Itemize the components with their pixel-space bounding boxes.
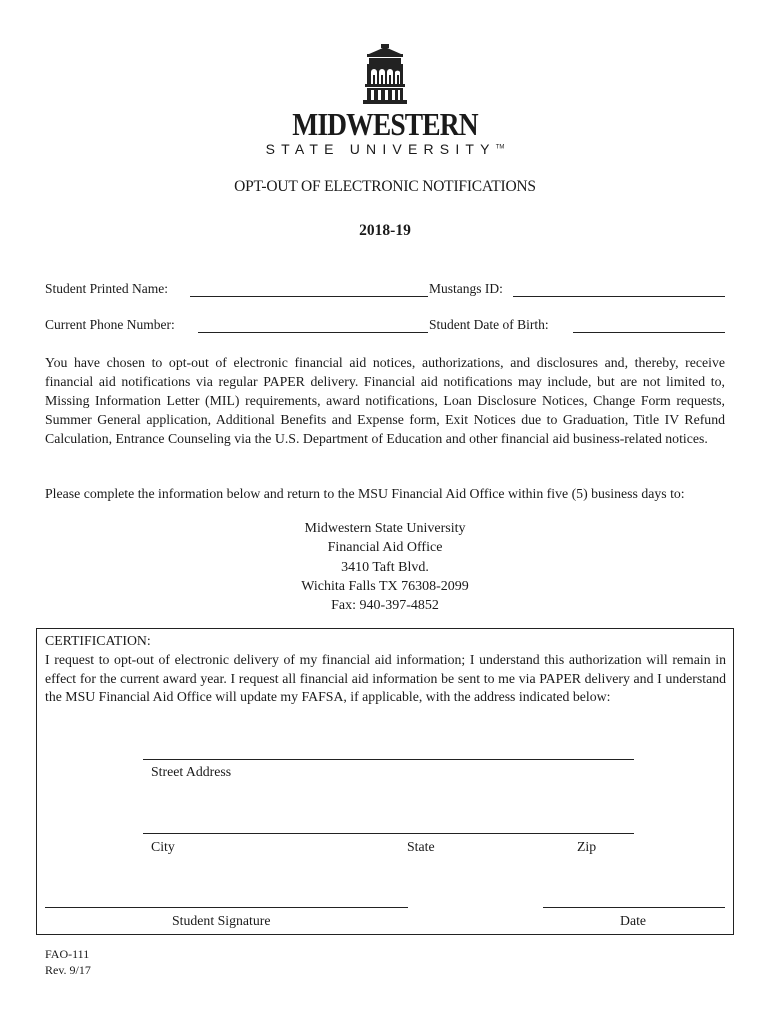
date-label: Date: [620, 913, 647, 928]
form-number: FAO-111: [45, 947, 90, 961]
signature-field[interactable]: [45, 907, 408, 908]
street-address-label: Street Address: [151, 764, 232, 779]
address-line: 3410 Taft Blvd.: [341, 559, 429, 575]
student-name-label: Student Printed Name:: [45, 281, 168, 296]
dob-field[interactable]: [573, 332, 725, 333]
phone-field[interactable]: [198, 332, 428, 333]
address-line: Financial Aid Office: [327, 540, 443, 556]
opt-out-paragraph: You have chosen to opt-out of electronic financial aid notices, authorizations, and disclosures and, thereby, receive financial aid notifications via regular PAPER delivery. Financial aid notifications may include, but are not limited to, Missing Information Letter (MIL) requirements, award notifications, Loan Disclosure Notices, Change Form requests, Summer General application, Additional Benefits and Expense form, Exit Notices due to Graduation, Title IV Refund Calculation, Entrance Counseling via the U.S. Department of Education and other financial aid business-related notices.: [45, 355, 725, 446]
building-icon: [355, 44, 415, 106]
university-logo: [0, 40, 770, 165]
form-year: 2018-19: [359, 222, 411, 239]
state-label: State: [407, 839, 435, 854]
mustangs-id-field[interactable]: [513, 296, 725, 297]
form-title: OPT-OUT OF ELECTRONIC NOTIFICATIONS: [234, 178, 536, 195]
dob-label: Student Date of Birth:: [429, 317, 549, 332]
mailing-address: [0, 519, 770, 615]
logo-subtitle: STATE UNIVERSITY™: [265, 141, 505, 157]
zip-label: Zip: [577, 839, 597, 854]
signature-label: Student Signature: [172, 913, 271, 928]
address-line: Fax: 940-397-4852: [331, 598, 439, 614]
city-label: City: [151, 839, 175, 854]
student-name-field[interactable]: [190, 296, 428, 297]
certification-heading: CERTIFICATION:: [45, 633, 151, 648]
instructions-paragraph: Please complete the information below and return to the MSU Financial Aid Office within five (5) business days to:: [45, 486, 685, 501]
form-footer: [45, 946, 91, 978]
trademark-mark: TM: [495, 144, 505, 151]
logo-wordmark: MIDWESTERN: [292, 106, 478, 142]
city-state-zip-field[interactable]: [143, 833, 634, 834]
address-line: Wichita Falls TX 76308-2099: [301, 578, 469, 594]
date-field[interactable]: [543, 907, 725, 908]
street-address-field[interactable]: [143, 759, 634, 760]
mustangs-id-label: Mustangs ID:: [429, 281, 503, 296]
certification-text: I request to opt-out of electronic delivery of my financial aid information; I understand this authorization will remain in effect for the current award year. I request all financial aid information be sent to me via PAPER delivery and I understand the MSU Financial Aid Office will update my FAFSA, if applicable, with the address indicated below:: [45, 652, 726, 704]
address-line: Midwestern State University: [304, 521, 466, 536]
phone-label: Current Phone Number:: [45, 317, 175, 332]
revision-date: Rev. 9/17: [45, 963, 91, 977]
